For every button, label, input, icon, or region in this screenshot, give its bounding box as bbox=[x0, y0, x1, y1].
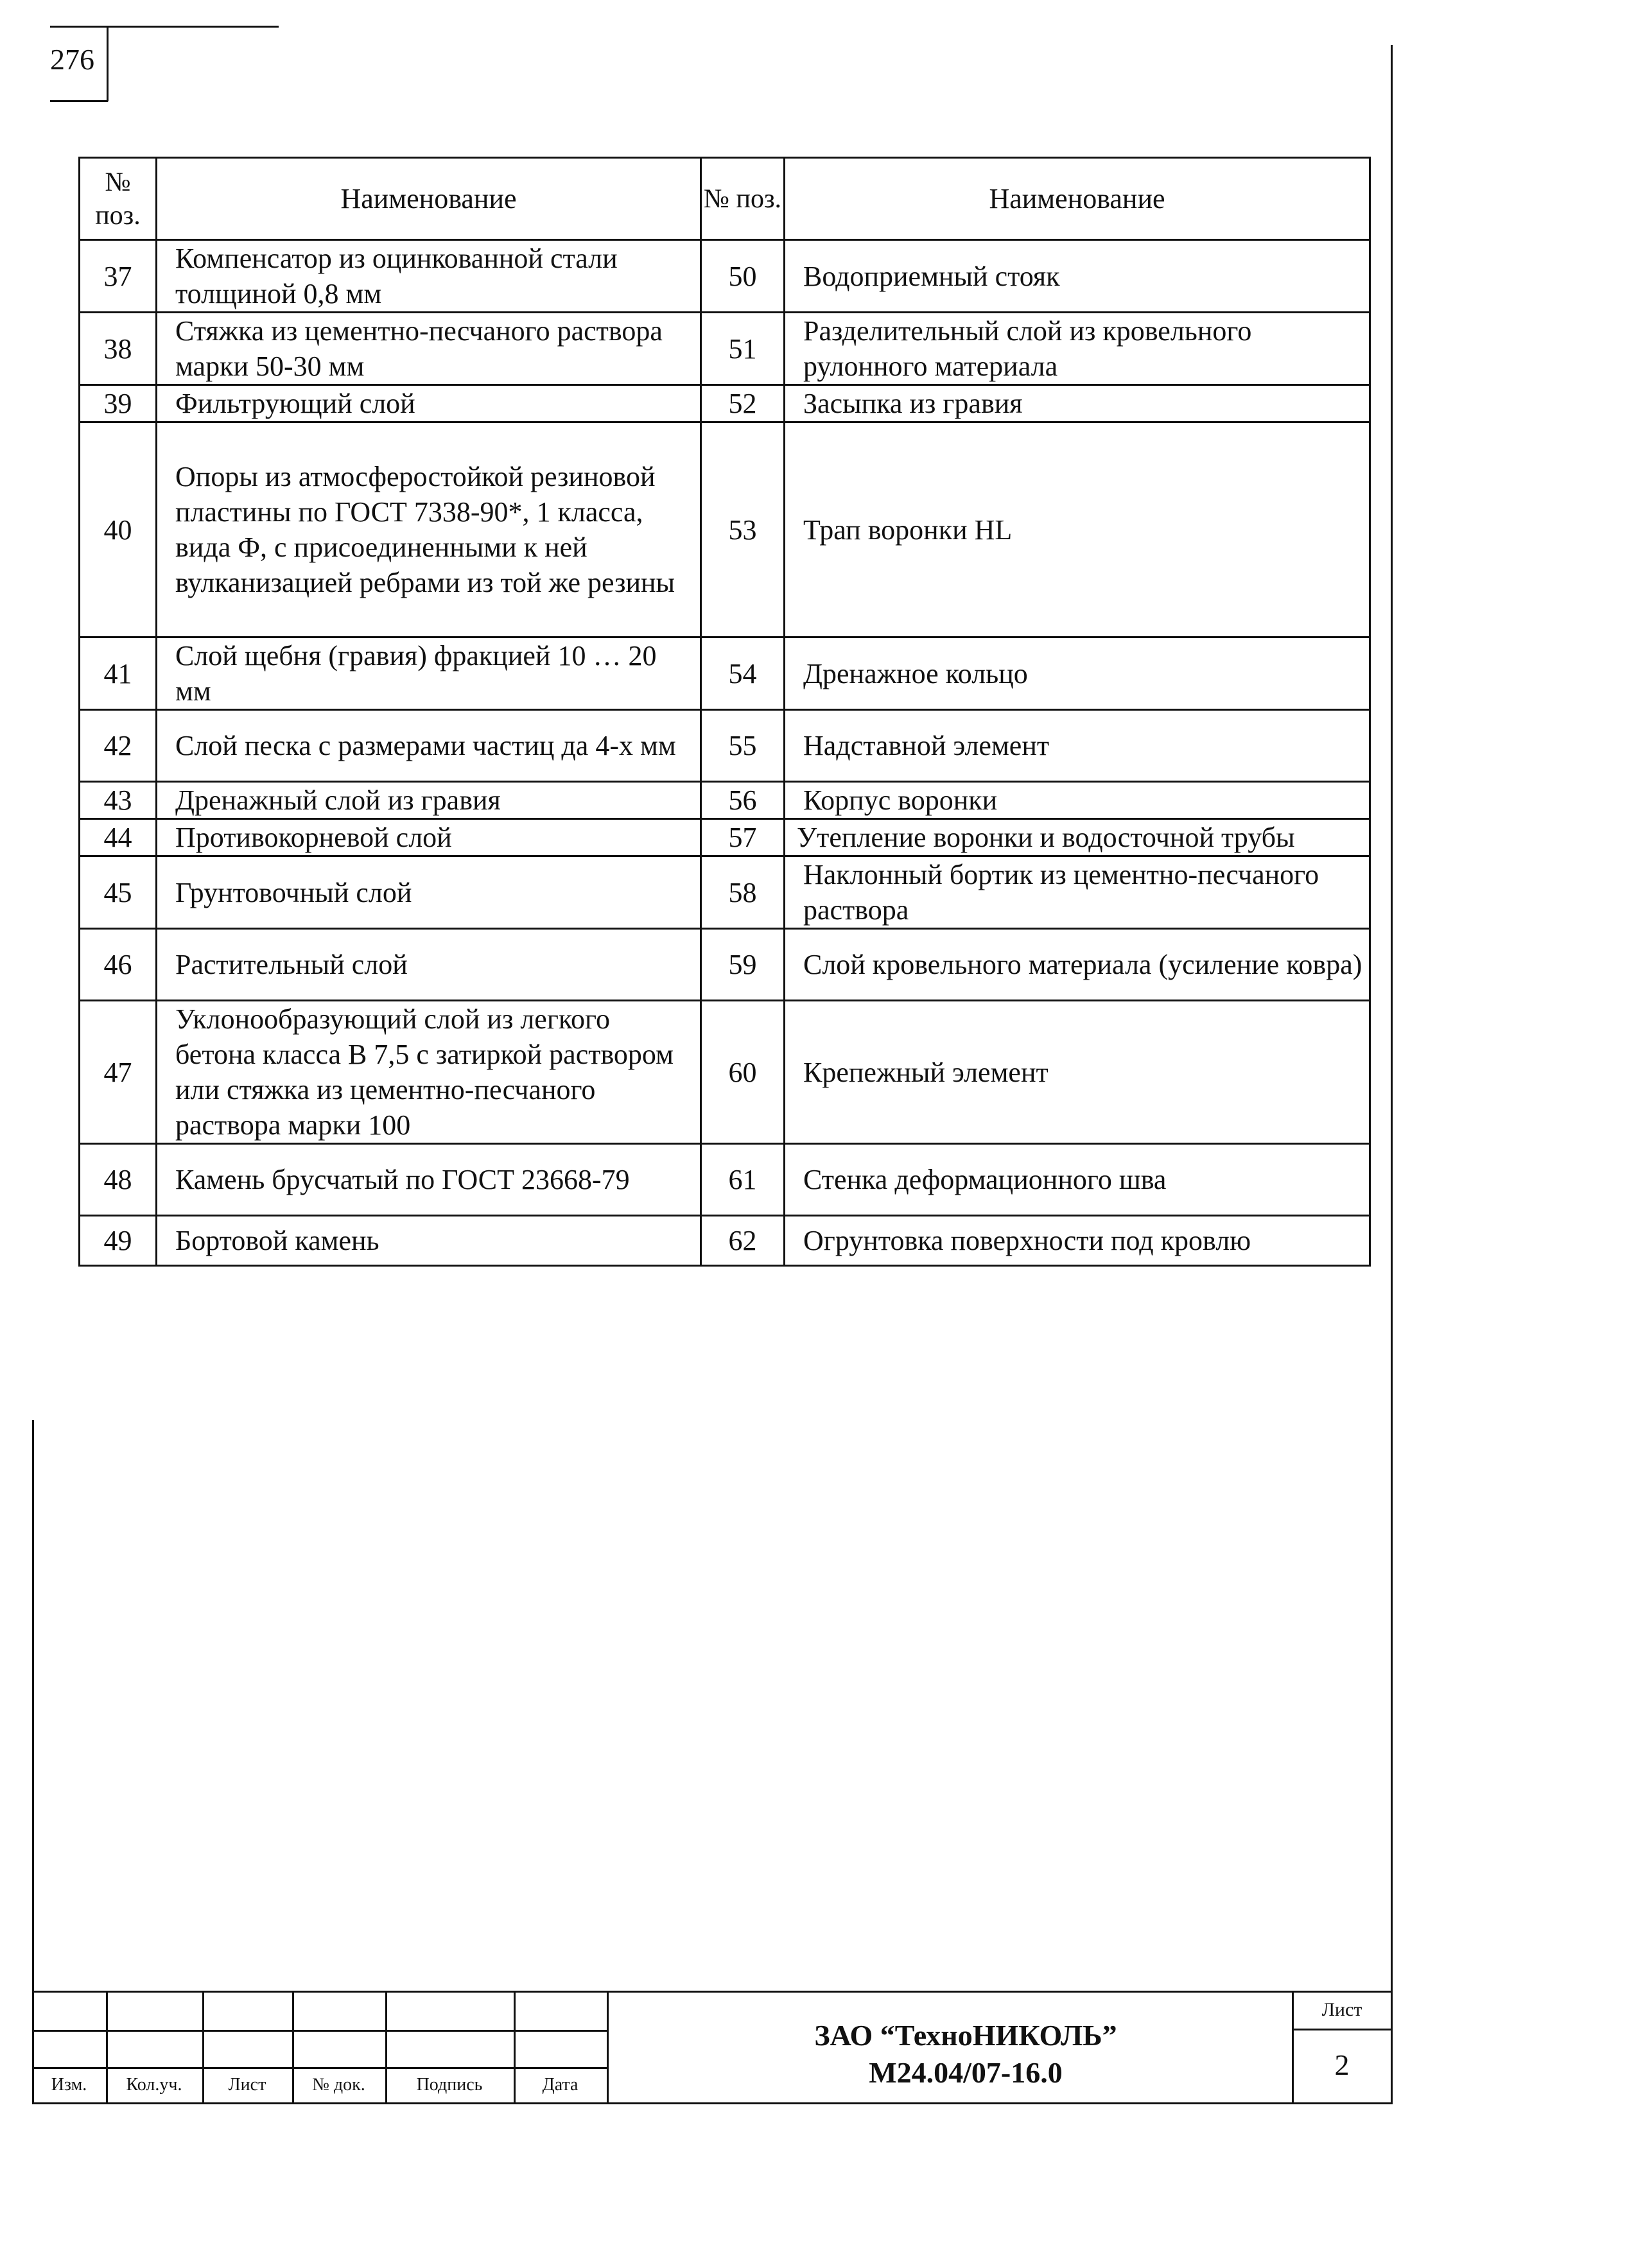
document-code: М24.04/07-16.0 bbox=[869, 2056, 1063, 2089]
tb-row-line bbox=[1292, 2029, 1392, 2030]
table-row bbox=[80, 422, 1370, 637]
col-kol-uch: Кол.уч. bbox=[126, 2075, 182, 2095]
row-name-right: Трап воронки HL bbox=[785, 422, 1370, 637]
table-row bbox=[80, 710, 1370, 782]
col-date: Дата bbox=[542, 2075, 579, 2095]
row-name-right: Слой кровельного материала (усиление ковра) bbox=[785, 929, 1370, 1001]
row-num-right: 55 bbox=[701, 710, 785, 782]
tb-row-line bbox=[32, 2067, 609, 2069]
page-number: 276 bbox=[50, 43, 94, 76]
page-num-box-bottom bbox=[50, 100, 108, 102]
row-num-right: 53 bbox=[701, 422, 785, 637]
row-num-left: 37 bbox=[80, 240, 157, 313]
row-name-right: Надставной элемент bbox=[785, 710, 1370, 782]
row-num-right: 61 bbox=[701, 1144, 785, 1216]
row-num-right: 60 bbox=[701, 1001, 785, 1144]
row-name-left: Компенсатор из оцинкованной стали толщиной 0,8 мм bbox=[157, 240, 701, 313]
table-row bbox=[80, 1144, 1370, 1216]
row-num-left: 40 bbox=[80, 422, 157, 637]
row-name-right: Стенка деформационного шва bbox=[785, 1144, 1370, 1216]
row-num-left: 44 bbox=[80, 819, 157, 856]
table-row bbox=[80, 313, 1370, 385]
row-num-right: 52 bbox=[701, 385, 785, 422]
row-name-left: Слой щебня (гравия) фракцией 10 … 20 мм bbox=[157, 637, 701, 710]
table-row bbox=[80, 1216, 1370, 1266]
tb-row-line bbox=[32, 2030, 609, 2032]
table-row bbox=[80, 929, 1370, 1001]
table-row bbox=[80, 782, 1370, 819]
row-num-left: 39 bbox=[80, 385, 157, 422]
row-name-left: Камень брусчатый по ГОСТ 23668-79 bbox=[157, 1144, 701, 1216]
row-name-left: Фильтрующий слой bbox=[157, 385, 701, 422]
header-num-right: № поз. bbox=[701, 158, 785, 240]
table-row bbox=[80, 819, 1370, 856]
row-name-left: Слой песка с размерами частиц да 4-х мм bbox=[157, 710, 701, 782]
row-name-left: Уклонообразующий слой из легкого бетона класса В 7,5 с затиркой раствором или стяжка из цементно-песчаного раствора марки 100 bbox=[157, 1001, 701, 1144]
row-num-left: 49 bbox=[80, 1216, 157, 1266]
sheet-number: 2 bbox=[1334, 2048, 1350, 2081]
row-num-left: 43 bbox=[80, 782, 157, 819]
row-name-right: Водоприемный стояк bbox=[785, 240, 1370, 313]
title-block bbox=[32, 1991, 1392, 2104]
row-num-right: 54 bbox=[701, 637, 785, 710]
page-num-box-right bbox=[107, 26, 109, 101]
table-row bbox=[80, 1001, 1370, 1144]
row-name-left: Стяжка из цементно-песчаного раствора марки 50-30 мм bbox=[157, 313, 701, 385]
header-name-left: Наименование bbox=[157, 158, 701, 240]
row-name-left: Дренажный слой из гравия bbox=[157, 782, 701, 819]
row-num-right: 58 bbox=[701, 856, 785, 929]
col-list: Лист bbox=[228, 2075, 266, 2095]
table-row bbox=[80, 385, 1370, 422]
row-name-right: Наклонный бортик из цементно-песчаного раствора bbox=[785, 856, 1370, 929]
row-name-left: Опоры из атмосферостойкой резиновой пластины по ГОСТ 7338-90*, 1 класса, вида Ф, с присоединенными к ней вулканизацией ребрами из той же резины bbox=[157, 422, 701, 637]
table-row bbox=[80, 240, 1370, 313]
sheet-label: Лист bbox=[1321, 1999, 1362, 2020]
right-border bbox=[1391, 45, 1393, 2104]
header-name-right: Наименование bbox=[785, 158, 1370, 240]
positions-table bbox=[78, 157, 1371, 1267]
row-num-left: 38 bbox=[80, 313, 157, 385]
tb-divider bbox=[607, 1993, 609, 2102]
table-header-row bbox=[80, 158, 1370, 240]
row-name-left: Растительный слой bbox=[157, 929, 701, 1001]
row-num-right: 62 bbox=[701, 1216, 785, 1266]
row-num-right: 57 bbox=[701, 819, 785, 856]
row-num-left: 45 bbox=[80, 856, 157, 929]
row-name-right: Дренажное кольцо bbox=[785, 637, 1370, 710]
row-name-right: Крепежный элемент bbox=[785, 1001, 1370, 1144]
col-signature: Подпись bbox=[416, 2075, 483, 2095]
top-rule bbox=[50, 26, 279, 28]
row-num-right: 50 bbox=[701, 240, 785, 313]
row-num-left: 48 bbox=[80, 1144, 157, 1216]
row-name-left: Грунтовочный слой bbox=[157, 856, 701, 929]
row-name-right: Корпус воронки bbox=[785, 782, 1370, 819]
row-name-left: Противокорневой слой bbox=[157, 819, 701, 856]
row-num-left: 47 bbox=[80, 1001, 157, 1144]
row-name-right: Засыпка из гравия bbox=[785, 385, 1370, 422]
header-num-left: № поз. bbox=[80, 158, 157, 240]
row-name-left: Бортовой камень bbox=[157, 1216, 701, 1266]
table-row bbox=[80, 856, 1370, 929]
col-doc-no: № док. bbox=[312, 2075, 365, 2095]
row-name-right: Разделительный слой из кровельного рулонного материала bbox=[785, 313, 1370, 385]
row-name-right: Огрунтовка поверхности под кровлю bbox=[785, 1216, 1370, 1266]
row-num-right: 56 bbox=[701, 782, 785, 819]
col-izm: Изм. bbox=[51, 2075, 87, 2095]
row-num-right: 51 bbox=[701, 313, 785, 385]
company-and-code bbox=[640, 2017, 1292, 2091]
table-row bbox=[80, 637, 1370, 710]
row-num-left: 42 bbox=[80, 710, 157, 782]
row-num-left: 41 bbox=[80, 637, 157, 710]
row-num-right: 59 bbox=[701, 929, 785, 1001]
company-name: ЗАО “ТехноНИКОЛЬ” bbox=[814, 2019, 1117, 2052]
row-name-right: Утепление воронки и водосточной трубы bbox=[785, 819, 1370, 856]
row-num-left: 46 bbox=[80, 929, 157, 1001]
